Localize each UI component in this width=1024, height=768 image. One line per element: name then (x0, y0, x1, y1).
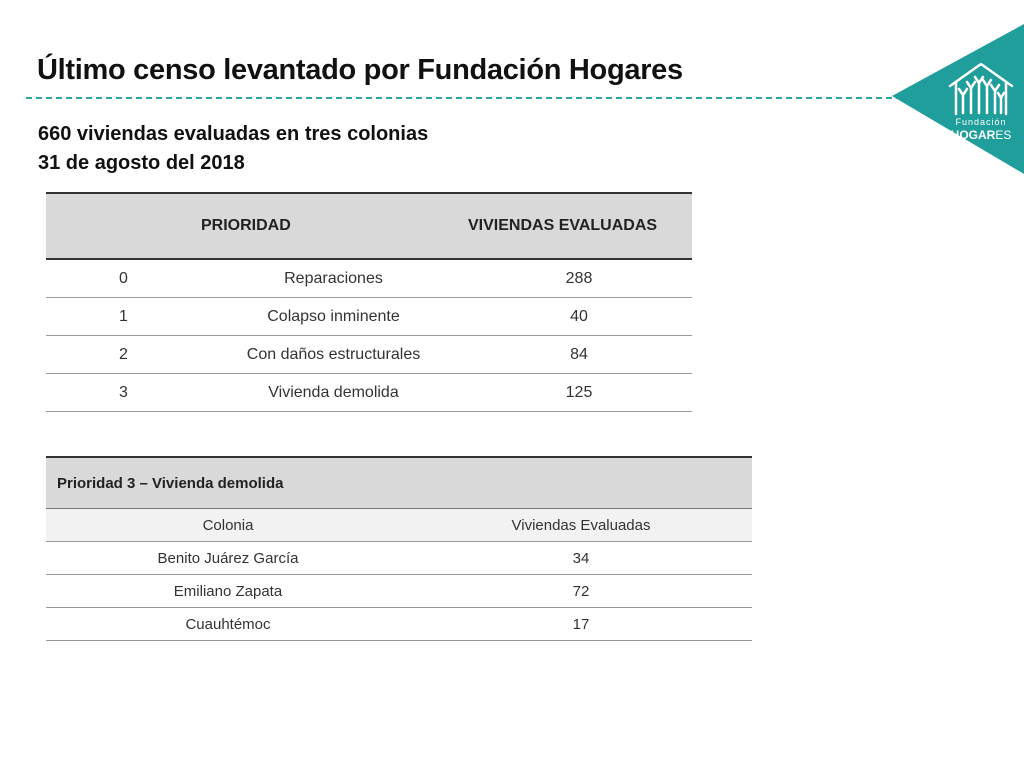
priority-3-header (46, 509, 752, 542)
table-row (46, 608, 752, 641)
header-colonia: Colonia (46, 509, 410, 542)
header-viviendas-evaluadas: VIVIENDAS EVALUADAS (466, 193, 692, 259)
table-row (46, 542, 752, 575)
priority-table-header (46, 193, 692, 259)
subtitle-line-2: 31 de agosto del 2018 (38, 152, 245, 174)
header-viviendas-evaluadas: Viviendas Evaluadas (410, 509, 752, 542)
subtitle-line-1: 660 viviendas evaluadas en tres colonias (38, 123, 429, 145)
colonia-value: 72 (410, 575, 752, 608)
title-divider (26, 97, 902, 99)
logo-background (892, 24, 1024, 174)
page-title: Último censo levantado por Fundación Hogares (37, 54, 683, 86)
priority-number: 2 (46, 336, 201, 374)
table-row (46, 298, 692, 336)
table-row (46, 336, 692, 374)
colonia-value: 17 (410, 608, 752, 641)
priority-table (46, 192, 692, 412)
priority-label: Reparaciones (201, 259, 466, 298)
colonia-value: 34 (410, 542, 752, 575)
priority-label: Colapso inminente (201, 298, 466, 336)
priority-number: 0 (46, 259, 201, 298)
priority-value: 40 (466, 298, 692, 336)
colonia-name: Benito Juárez García (46, 542, 410, 575)
priority-value: 84 (466, 336, 692, 374)
priority-value: 288 (466, 259, 692, 298)
colonia-name: Emiliano Zapata (46, 575, 410, 608)
priority-3-table (46, 456, 752, 641)
table-row (46, 374, 692, 412)
priority-value: 125 (466, 374, 692, 412)
subtitle (38, 120, 428, 178)
table-row (46, 259, 692, 298)
header-prioridad: PRIORIDAD (201, 193, 466, 259)
priority-number: 3 (46, 374, 201, 412)
priority-label: Con daños estructurales (201, 336, 466, 374)
priority-number: 1 (46, 298, 201, 336)
priority-label: Vivienda demolida (201, 374, 466, 412)
logo-text-line2: HOGARES (950, 128, 1012, 142)
logo-text-line1: Fundación (955, 117, 1007, 127)
table-row (46, 575, 752, 608)
fundacion-hogares-logo (892, 24, 1024, 174)
priority-3-caption: Prioridad 3 – Vivienda demolida (46, 457, 752, 509)
colonia-name: Cuauhtémoc (46, 608, 410, 641)
priority-3-caption-row (46, 457, 752, 509)
